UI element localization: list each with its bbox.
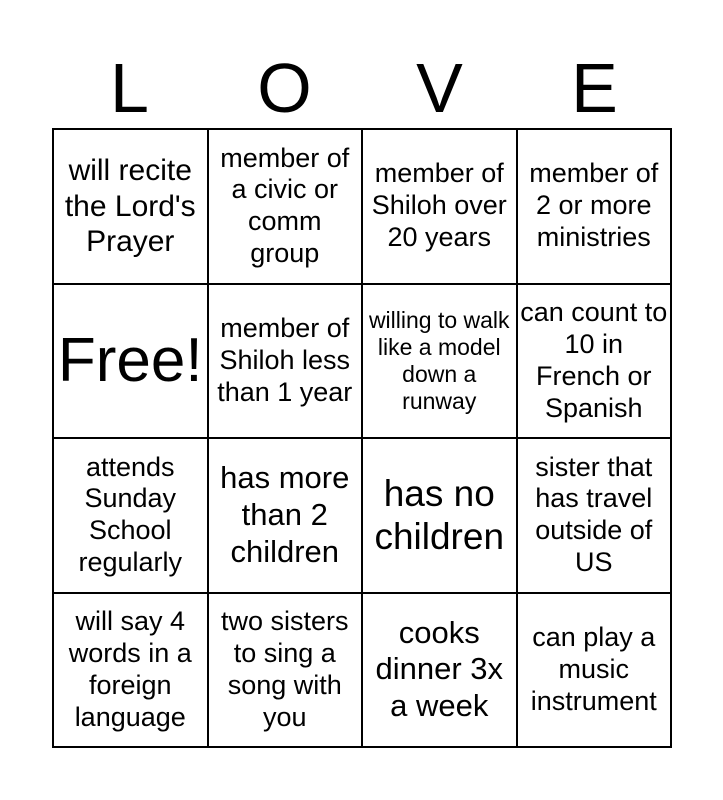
bingo-cell-text: sister that has travel outside of US: [535, 451, 653, 578]
bingo-cell[interactable]: [54, 594, 209, 749]
bingo-cell[interactable]: [209, 285, 364, 440]
bingo-cell[interactable]: [54, 285, 209, 440]
header-letter-l: L: [110, 49, 149, 127]
bingo-cell-text: member of Shiloh less than 1 year: [217, 312, 353, 407]
bingo-cell[interactable]: [209, 130, 364, 285]
bingo-cell[interactable]: [363, 130, 518, 285]
bingo-cell[interactable]: [518, 285, 673, 440]
bingo-cell[interactable]: [363, 439, 518, 594]
bingo-cell-text: willing to walk like a model down a runway: [368, 306, 510, 414]
header-letter-o: O: [257, 49, 312, 127]
bingo-grid: [52, 128, 672, 748]
bingo-cell-text: can play a music instrument: [530, 621, 657, 716]
bingo-cell[interactable]: [209, 594, 364, 749]
bingo-cell-text: two sisters to sing a song with you: [220, 606, 349, 732]
bingo-cell[interactable]: [363, 285, 518, 440]
bingo-cell-text: will say 4 words in a foreign language: [68, 606, 192, 732]
bingo-cell-text: Free!: [57, 326, 203, 396]
bingo-header: [52, 49, 672, 127]
header-letter-v: V: [416, 49, 463, 127]
bingo-cell-text: can count to 10 in French or Spanish: [520, 297, 668, 423]
bingo-cell-text: has no children: [374, 472, 505, 558]
bingo-cell[interactable]: [54, 439, 209, 594]
bingo-cell-text: member of Shiloh over 20 years: [371, 158, 507, 253]
bingo-cell-text: will recite the Lord's Prayer: [64, 154, 196, 258]
header-letter-e: E: [571, 49, 618, 127]
bingo-cell[interactable]: [518, 130, 673, 285]
bingo-cell-text: has more than 2 children: [220, 460, 350, 569]
bingo-cell[interactable]: [54, 130, 209, 285]
bingo-cell[interactable]: [518, 594, 673, 749]
bingo-cell-text: cooks dinner 3x a week: [375, 614, 504, 724]
bingo-cell-text: member of 2 or more ministries: [529, 158, 659, 253]
bingo-cell[interactable]: [363, 594, 518, 749]
bingo-cell[interactable]: [209, 439, 364, 594]
bingo-cell[interactable]: [518, 439, 673, 594]
bingo-cell-text: attends Sunday School regularly: [78, 451, 183, 578]
bingo-cell-text: member of a civic or comm group: [220, 142, 350, 269]
